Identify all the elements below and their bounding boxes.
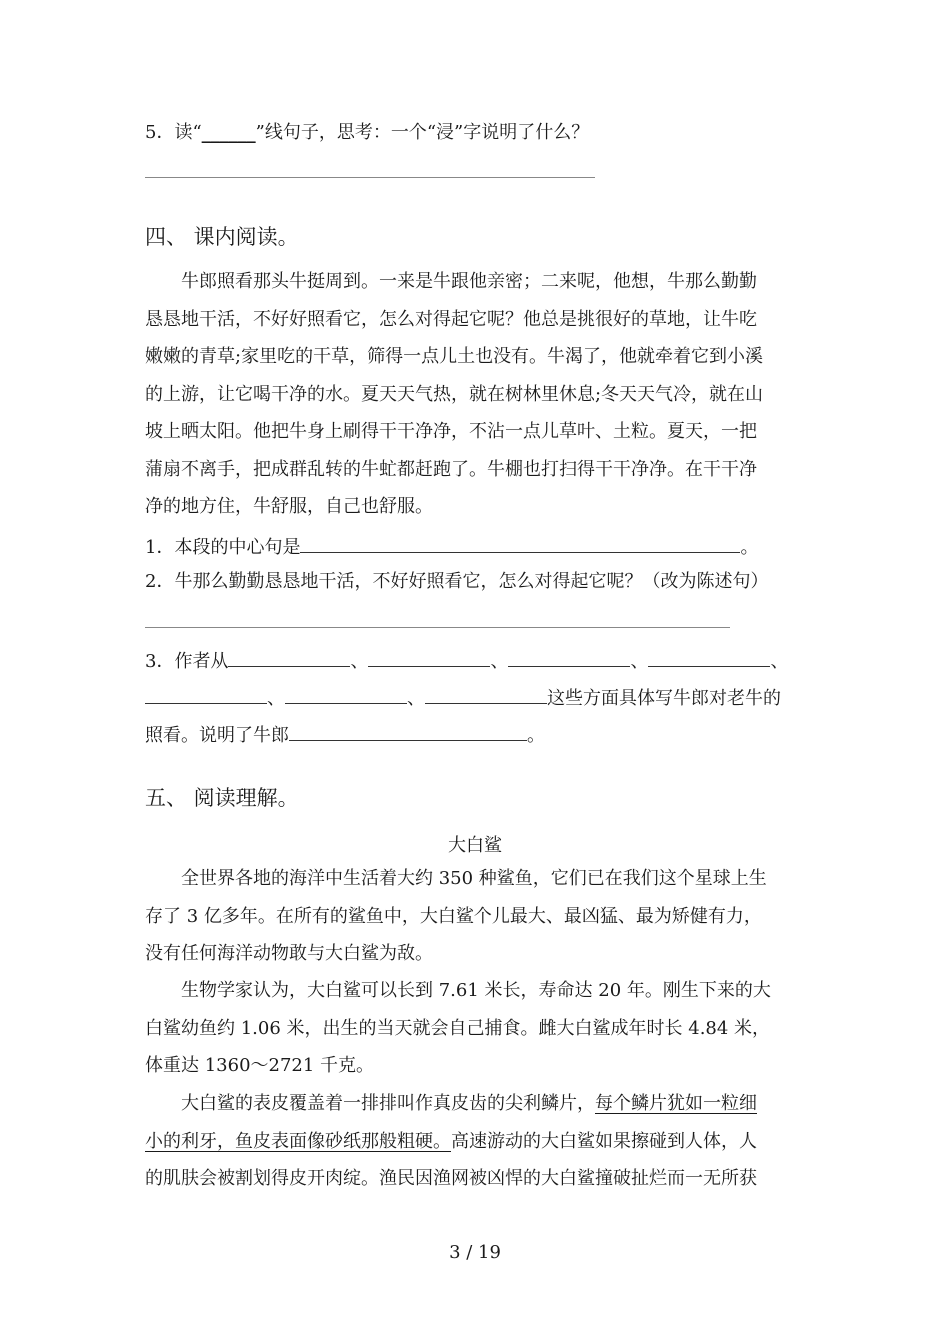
passage-line: 净的地方住，牛舒服，自己也舒服。 (145, 496, 433, 517)
page-number: 3 / 19 (449, 1242, 501, 1263)
question-1: 1．本段的中心句是 。 (145, 534, 758, 559)
answer-line-q5 (145, 177, 595, 178)
article-line: 存了 3 亿多年。在所有的鲨鱼中，大白鲨个儿最大、最凶猛、最为矫健有力， (145, 905, 762, 927)
answer-blank-q1[interactable] (300, 534, 740, 553)
question-5: 5．读“______”线句子，思考：一个“浸”字说明了什么？ (145, 122, 590, 143)
passage-line: 的上游，让它喝干净的水。夏天天气热，就在树林里休息;冬天天气冷，就在山 (145, 383, 764, 405)
answer-blank-q3-c[interactable] (508, 648, 630, 667)
article-title: 大白鲨 (448, 835, 502, 856)
section-4-heading: 四、 课内阅读。 (145, 225, 299, 249)
article-line: 体重达 1360～2721 千克。 (145, 1055, 375, 1076)
article-line: 的肌肤会被割划得皮开肉绽。渔民因渔网被凶悍的大白鲨撞破扯烂而一无所获 (145, 1168, 757, 1189)
q5-blank: ______ (201, 122, 256, 143)
answer-blank-q3-e[interactable] (145, 685, 267, 704)
article-paragraph-2 (145, 972, 815, 1085)
underlined-sentence: 每个鳞片犹如一粒细 (595, 1093, 757, 1114)
passage-line: 坡上晒太阳。他把牛身上刷得干干净净，不沾一点儿草叶、土粒。夏天，一把 (145, 421, 757, 442)
answer-blank-q3-b[interactable] (368, 648, 490, 667)
passage-line: 牛郎照看那头牛挺周到。一来是牛跟他亲密；二来呢，他想，牛那么勤勤 (181, 271, 757, 292)
passage-line: 嫩嫩的青草;家里吃的干草，筛得一点儿土也没有。牛渴了，他就牵着它到小溪 (145, 346, 764, 367)
question-2: 2．牛那么勤勤恳恳地干活，不好好照看它，怎么对得起它呢？（改为陈述句） (145, 571, 769, 592)
answer-blank-q3-a[interactable] (228, 648, 350, 667)
article-line: 白鲨幼鱼约 1.06 米，出生的当天就会自己捕食。雌大白鲨成年时长 4.84 米， (145, 1017, 771, 1039)
underlined-sentence: 小的利牙，鱼皮表面像砂纸那般粗硬。 (145, 1130, 451, 1152)
question-3-line-1: 3．作者从 、 、 、 、 (145, 648, 788, 673)
article-line: 大白鲨的表皮覆盖着一排排叫作真皮齿的尖利鳞片，每个鳞片犹如一粒细 (181, 1093, 757, 1114)
answer-blank-q3-h[interactable] (289, 722, 527, 741)
section-5-heading: 五、 阅读理解。 (145, 786, 299, 810)
passage-line: 蒲扇不离手，把成群乱转的牛虻都赶跑了。牛棚也打扫得干干净净。在干干净 (145, 458, 757, 480)
question-3-line-3: 照看。说明了牛郎 。 (145, 722, 545, 747)
answer-line-q2 (145, 627, 730, 628)
answer-blank-q3-g[interactable] (425, 685, 547, 704)
passage-line: 恳恳地干活，不好好照看它，怎么对得起它呢？他总是挑很好的草地，让牛吃 (145, 308, 757, 330)
article-paragraph-1 (145, 860, 815, 973)
article-line: 没有任何海洋动物敢与大白鲨为敌。 (145, 943, 433, 964)
question-3-line-2: 、 、 这些方面具体写牛郎对老牛的 (145, 685, 781, 710)
article-line: 全世界各地的海洋中生活着大约 350 种鲨鱼，它们已在我们这个星球上生 (181, 868, 767, 889)
article-line: 生物学家认为，大白鲨可以长到 7.61 米长，寿命达 20 年。刚生下来的大 (181, 980, 771, 1001)
article-line: 小的利牙，鱼皮表面像砂纸那般粗硬。高速游动的大白鲨如果擦碰到人体，人 (145, 1130, 757, 1152)
article-paragraph-3 (145, 1085, 815, 1198)
answer-blank-q3-d[interactable] (648, 648, 770, 667)
section-4-passage (145, 263, 815, 526)
answer-blank-q3-f[interactable] (285, 685, 407, 704)
